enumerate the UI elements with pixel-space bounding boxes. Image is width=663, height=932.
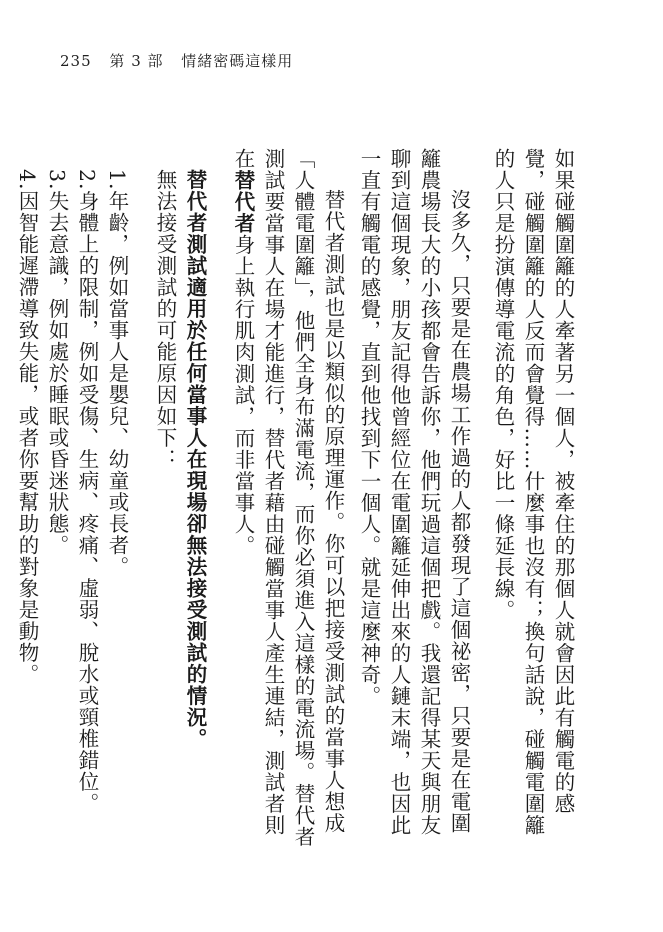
section-intro: 無法接受測試的可能原因如下： [153, 168, 177, 470]
paragraph-3-text-end: 身上執行肌肉測試，而非當事人。 [231, 234, 255, 557]
running-header [60, 50, 305, 71]
list-item: 1.年齡，例如當事人是嬰兒、幼童或長者。 [105, 168, 129, 578]
paragraph-2: 沒多久，只要是在農場工作過的人都發現了這個祕密，只要是在電圍籬農場長大的小孩都會告訴你，他們玩過這個把戲。我還記得某天與朋友聊到這個現象，朋友記得他曾經位在電圍籬延伸出來的人鏈末端，也因此一直有觸電的感覺，直到他找到下一個人。就是這麼神奇。 [357, 148, 471, 836]
chapter-title: 情緒密碼這樣用 [181, 52, 294, 70]
section-heading: 替代者測試適用於任何當事人在現場卻無法接受測試的情況。 [183, 168, 207, 749]
paragraph-3 [228, 148, 348, 848]
paragraph-1: 如果碰觸圍籬的人牽著另一個人，被牽住的那個人就會因此有觸電的感覺，碰觸圍籬的人反而會覺得……什麼事也沒有；換句話說，碰觸電圍籬的人只是扮演傳導電流的角色，好比一條延長線。 [491, 148, 575, 836]
paragraph-3-text: 替代者測試也是以類似的原理運作。你可以把接受測試的當事人想成「人體電圍籬」，他們全身布滿電流，而你必須進入這樣的電流場。替代者測試要當事人在場才能進行，替代者藉由碰觸當事人產生連結，測試者則在 [231, 148, 345, 848]
vertical-body-text [15, 148, 578, 848]
page-number: 235 [60, 52, 92, 70]
list-item: 3.失去意識，例如處於睡眠或昏迷狀態。 [45, 168, 69, 556]
reasons-list [12, 148, 132, 848]
paragraph-3-bold: 替代者 [231, 169, 255, 234]
part-label: 第 3 部 [109, 52, 164, 70]
list-item: 4.因智能遲滯導致失能，或者你要幫助的對象是動物。 [15, 168, 39, 685]
list-item: 2.身體上的限制，例如受傷、生病、疼痛、虛弱、脫水或頸椎錯位。 [75, 168, 99, 814]
